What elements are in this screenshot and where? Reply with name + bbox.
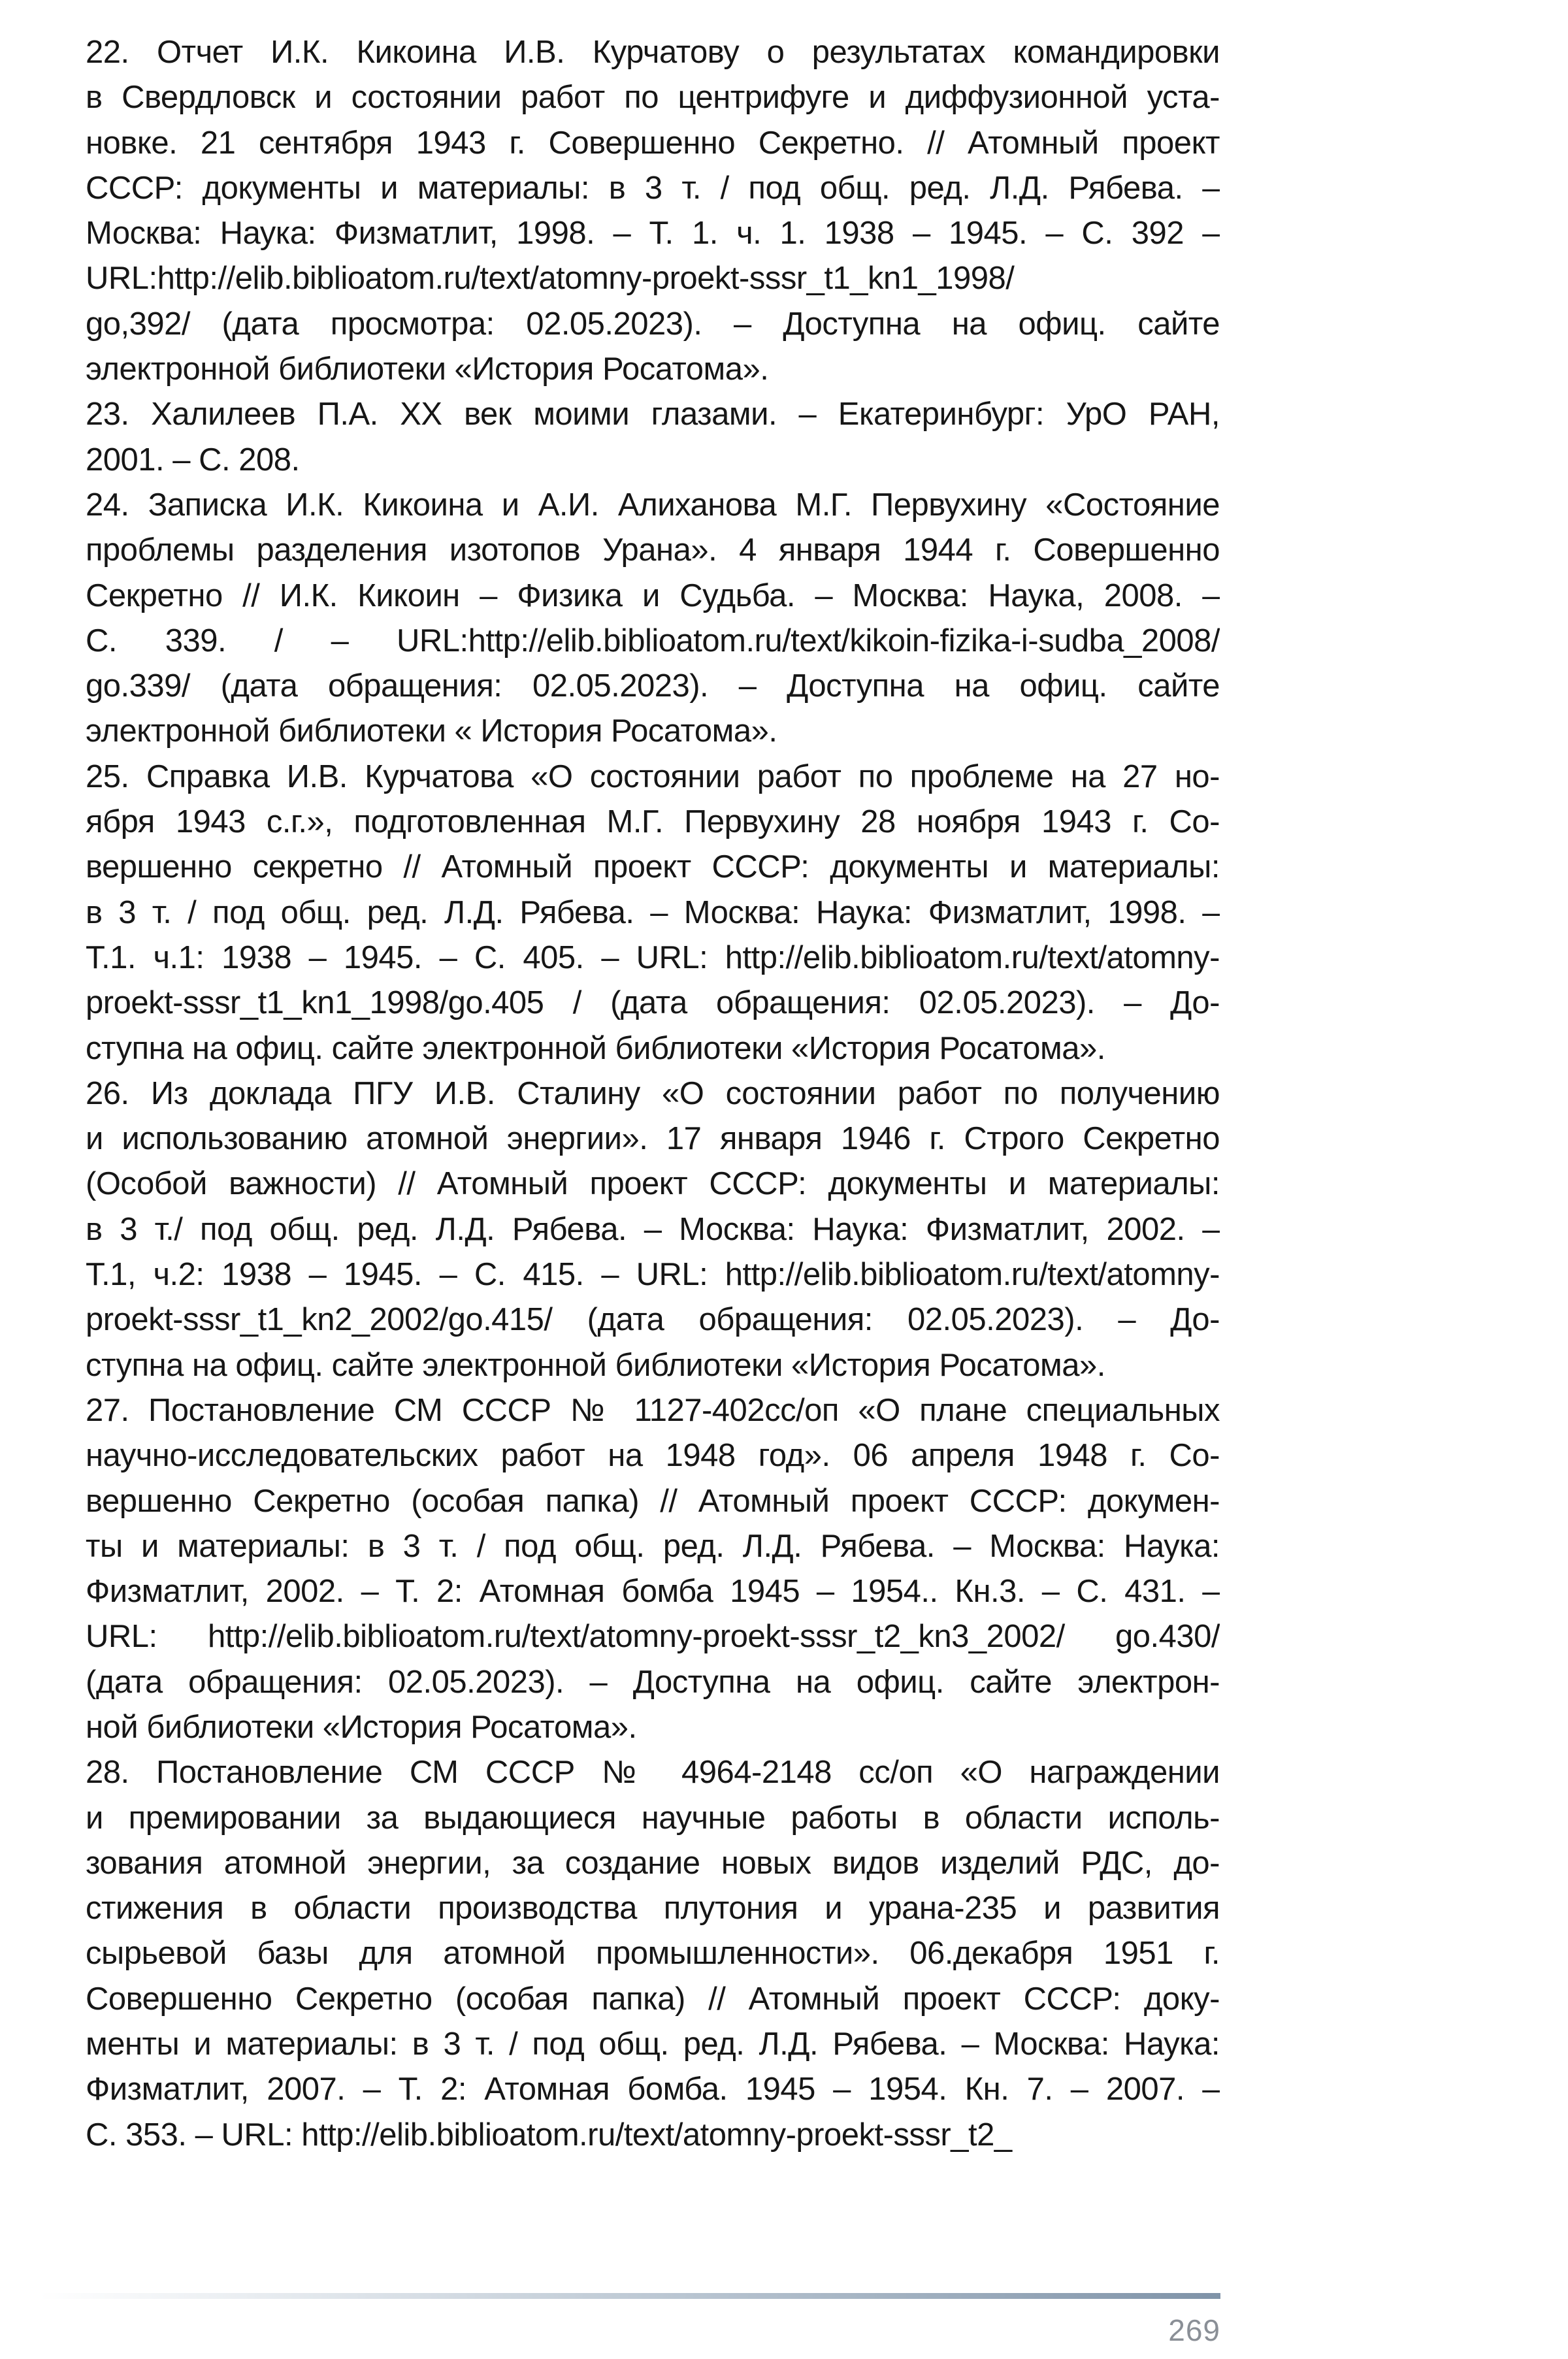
reference-line: go.339/ (дата обращения: 02.05.2023). – Доступна на офиц. сайте: [86, 668, 1220, 704]
reference-line: (Особой важности) // Атомный проект СССР: документы и материалы:: [86, 1166, 1220, 1202]
reference-entry-25: [86, 755, 1220, 1071]
reference-line: менты и материалы: в 3 т. / под общ. ред. Л.Д. Рябева. – Москва: Наука:: [86, 2026, 1220, 2062]
reference-line: Физматлит, 2007. – Т. 2: Атомная бомба. 1945 – 1954. Кн. 7. – 2007. –: [86, 2072, 1220, 2107]
reference-line: Т.1, ч.2: 1938 – 1945. – С. 415. – URL: http://elib.biblioatom.ru/text/atomny-: [86, 1257, 1220, 1293]
reference-line: СССР: документы и материалы: в 3 т. / под общ. ред. Л.Д. Рябева. –: [86, 170, 1220, 206]
reference-line: URL:http://elib.biblioatom.ru/text/atomny-proekt-sssr_t1_kn1_1998/: [86, 261, 1015, 297]
reference-line: электронной библиотеки «История Росатома».: [86, 351, 769, 387]
reference-line: 2001. – С. 208.: [86, 442, 300, 478]
reference-line: и премировании за выдающиеся научные работы в области исполь-: [86, 1800, 1220, 1836]
reference-line: электронной библиотеки « История Росатома».: [86, 713, 777, 749]
reference-line: в 3 т. / под общ. ред. Л.Д. Рябева. – Москва: Наука: Физматлит, 1998. –: [86, 894, 1220, 930]
reference-line: 25. Справка И.В. Курчатова «О состоянии работ по проблеме на 27 но-: [86, 758, 1220, 794]
reference-line: 23. Халилеев П.А. XX век моими глазами. – Екатеринбург: УрО РАН,: [86, 397, 1220, 432]
reference-line: С. 353. – URL: http://elib.biblioatom.ru/text/atomny-proekt-sssr_t2_: [86, 2117, 1012, 2153]
reference-entry-22: [86, 30, 1220, 392]
reference-line: стижения в области производства плутония и урана-235 и развития: [86, 1891, 1220, 1927]
reference-line: ступна на офиц. сайте электронной библиотеки «История Росатома».: [86, 1030, 1105, 1066]
reference-line: проблемы разделения изотопов Урана». 4 января 1944 г. Совершенно: [86, 532, 1220, 568]
reference-line: 28. Постановление СМ СССР № 4964-2148 сс/оп «О награждении: [86, 1755, 1220, 1791]
reference-list: [86, 30, 1220, 2158]
reference-line: URL: http://elib.biblioatom.ru/text/atomny-proekt-sssr_t2_kn3_2002/ go.430/: [86, 1619, 1220, 1655]
footer-rule: [39, 2293, 1220, 2299]
reference-entry-28: [86, 1750, 1220, 2158]
reference-entry-24: [86, 483, 1220, 755]
reference-entry-27: [86, 1388, 1220, 1750]
reference-line: Москва: Наука: Физматлит, 1998. – Т. 1. ч. 1. 1938 – 1945. – С. 392 –: [86, 216, 1220, 252]
reference-line: go,392/ (дата просмотра: 02.05.2023). – Доступна на офиц. сайте: [86, 306, 1220, 342]
reference-line: ября 1943 с.г.», подготовленная М.Г. Первухину 28 ноября 1943 г. Со-: [86, 804, 1220, 840]
reference-line: 24. Записка И.К. Кикоина и А.И. Алиханова М.Г. Первухину «Состояние: [86, 487, 1220, 523]
reference-line: ступна на офиц. сайте электронной библиотеки «История Росатома».: [86, 1347, 1105, 1383]
reference-line: ной библиотеки «История Росатома».: [86, 1709, 637, 1745]
reference-line: Физматлит, 2002. – Т. 2: Атомная бомба 1945 – 1954.. Кн.3. – С. 431. –: [86, 1574, 1220, 1610]
page-number: 269: [1168, 2313, 1220, 2347]
reference-line: и использованию атомной энергии». 17 января 1946 г. Строго Секретно: [86, 1121, 1220, 1157]
reference-line: 27. Постановление СМ СССР № 1127-402сс/оп «О плане специальных: [86, 1392, 1220, 1428]
reference-line: вершенно Секретно (особая папка) // Атомный проект СССР: докумен-: [86, 1483, 1220, 1519]
reference-line: вершенно секретно // Атомный проект СССР: документы и материалы:: [86, 849, 1220, 885]
reference-line: ты и материалы: в 3 т. / под общ. ред. Л.Д. Рябева. – Москва: Наука:: [86, 1528, 1220, 1564]
reference-entry-23: [86, 392, 1220, 483]
reference-line: proekt-sssr_t1_kn1_1998/go.405 / (дата обращения: 02.05.2023). – До-: [86, 985, 1220, 1021]
reference-line: Т.1. ч.1: 1938 – 1945. – С. 405. – URL: http://elib.biblioatom.ru/text/atomny-: [86, 939, 1220, 975]
reference-line: сырьевой базы для атомной промышленности». 06.декабря 1951 г.: [86, 1936, 1220, 1972]
reference-entry-26: [86, 1071, 1220, 1388]
reference-line: С. 339. / – URL:http://elib.biblioatom.ru/text/kikoin-fizika-i-sudba_2008/: [86, 623, 1220, 659]
reference-line: 22. Отчет И.К. Кикоина И.В. Курчатову о результатах командировки: [86, 35, 1220, 70]
reference-line: Совершенно Секретно (особая папка) // Атомный проект СССР: доку-: [86, 1981, 1220, 2017]
reference-line: научно-исследовательских работ на 1948 год». 06 апреля 1948 г. Со-: [86, 1438, 1220, 1474]
reference-line: Секретно // И.К. Кикоин – Физика и Судьба. – Москва: Наука, 2008. –: [86, 578, 1220, 613]
reference-line: proekt-sssr_t1_kn2_2002/go.415/ (дата обращения: 02.05.2023). – До-: [86, 1302, 1220, 1338]
reference-line: зования атомной энергии, за создание новых видов изделий РДС, до-: [86, 1845, 1220, 1881]
reference-line: в Свердловск и состоянии работ по центрифуге и диффузионной уста-: [86, 80, 1220, 116]
reference-line: 26. Из доклада ПГУ И.В. Сталину «О состоянии работ по получению: [86, 1075, 1220, 1111]
reference-line: (дата обращения: 02.05.2023). – Доступна на офиц. сайте электрон-: [86, 1664, 1220, 1700]
reference-line: в 3 т./ под общ. ред. Л.Д. Рябева. – Москва: Наука: Физматлит, 2002. –: [86, 1211, 1220, 1247]
reference-line: новке. 21 сентября 1943 г. Совершенно Секретно. // Атомный проект: [86, 125, 1220, 161]
